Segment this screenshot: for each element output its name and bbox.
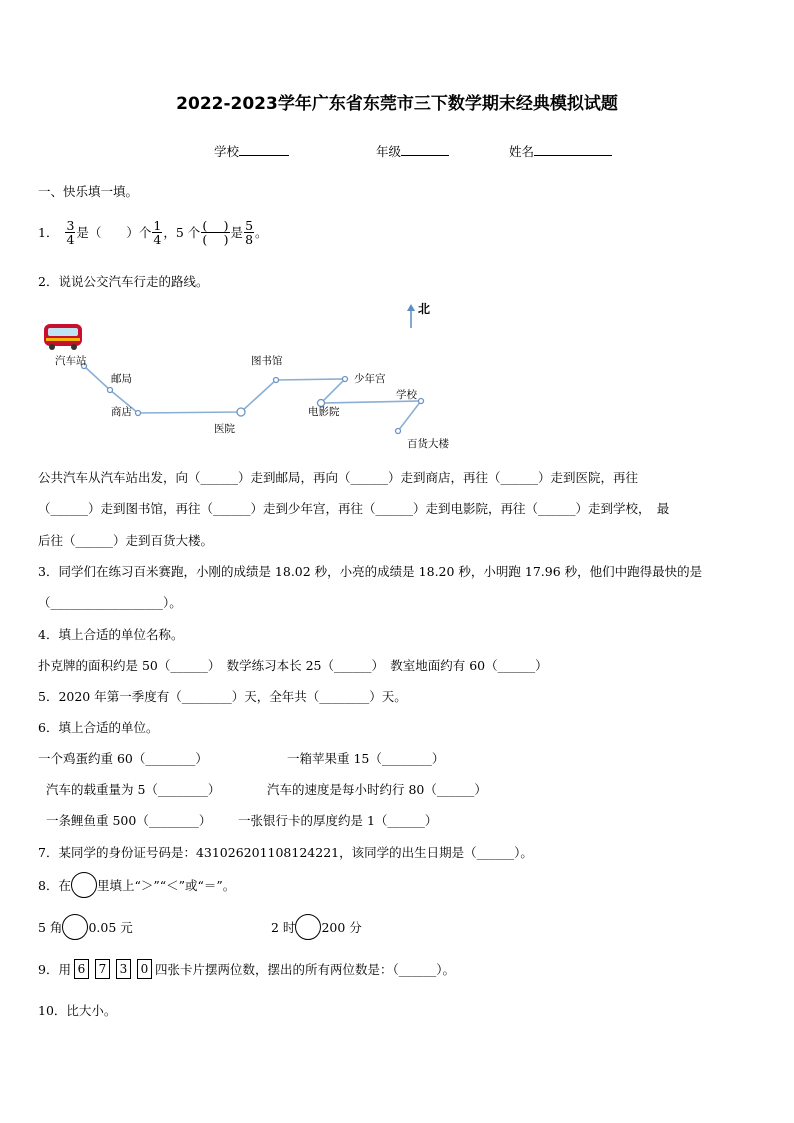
q1-text-4: 。	[255, 225, 268, 240]
question-6: 6．填上合适的单位。	[38, 720, 159, 735]
fraction-3-4: $\frac{3}{4}$	[66, 217, 75, 247]
map-label-library: 图书馆	[251, 355, 283, 367]
north-label: 北	[418, 302, 431, 316]
q8-item-b	[271, 914, 362, 940]
question-2: 2．说说公交汽车行走的路线。	[38, 274, 209, 289]
fraction-5-8: $\frac{5}{8}$	[245, 217, 254, 247]
q6-item-d: 汽车的速度是每小时约行 80（______）	[267, 782, 487, 797]
grade-label: 年级	[376, 144, 402, 159]
page-title: 2022-2023学年广东省东莞市三下数学期末经典模拟试题	[176, 94, 618, 114]
school-blank[interactable]	[239, 142, 289, 156]
fraction-1-4: $\frac{1}{4}$	[153, 217, 162, 247]
map-label-shop: 商店	[111, 406, 132, 418]
q8-b-right: 200 分	[321, 920, 362, 935]
q8-a-left: 5 角	[38, 920, 63, 935]
q6-item-a: 一个鸡蛋约重 60（________）	[38, 751, 208, 766]
question-4-line: 扑克牌的面积约是 50（______） 数学练习本长 25（______） 教室地面约有 60（______）	[38, 658, 548, 673]
compare-circle-a[interactable]	[62, 914, 88, 940]
q8-pre: 8．在	[38, 878, 71, 893]
map-label-youth-palace: 少年宫	[354, 373, 386, 385]
q6-item-e: 一条鲤鱼重 500（________）	[46, 813, 212, 828]
q8-post: 里填上“＞”“＜”或“＝”。	[96, 878, 236, 893]
map-label-post-office: 邮局	[111, 373, 132, 385]
number-card: 0	[137, 959, 152, 979]
q6-item-c: 汽车的载重量为 5（________）	[46, 782, 221, 797]
map-label-department-store: 百货大楼	[407, 438, 449, 450]
grade-field	[376, 142, 449, 160]
grade-blank[interactable]	[401, 142, 449, 156]
q8-item-a	[38, 914, 133, 940]
compare-circle-icon	[71, 872, 97, 898]
number-card: 7	[95, 959, 110, 979]
q2-line-1: 公共汽车从汽车站出发，向（______）走到邮局，再向（______）走到商店，再往（______）走到医院，再往	[38, 470, 639, 485]
bus-icon	[44, 324, 82, 350]
bus-route-map	[38, 298, 478, 458]
q2-line-2: （______）走到图书馆，再往（______）走到少年宫，再往（______）走到电影院，再往（______）走到学校， 最	[38, 501, 670, 516]
name-label: 姓名	[509, 144, 535, 159]
q2-line-3: 后往（______）走到百货大楼。	[38, 533, 214, 548]
compare-circle-b[interactable]	[295, 914, 321, 940]
name-blank[interactable]	[534, 142, 612, 156]
question-3-line-1: 3．同学们在练习百米赛跑，小刚的成绩是 18.02 秒，小亮的成绩是 18.20 秒，小明跑 17.96 秒，他们中跑得最快的是	[38, 564, 703, 579]
question-3-line-2: （__________________）。	[38, 595, 182, 610]
question-4: 4．填上合适的单位名称。	[38, 627, 184, 642]
school-label: 学校	[214, 144, 240, 159]
q1-text-3: 是	[230, 225, 244, 240]
q1-text-1: 是（ ）个	[76, 225, 152, 240]
number-card: 3	[116, 959, 131, 979]
q9-pre: 9．用	[38, 962, 71, 977]
question-8	[38, 872, 235, 898]
q6-item-f: 一张银行卡的厚度约是 1（______）	[238, 813, 438, 828]
q8-a-right: 0.05 元	[88, 920, 133, 935]
fraction-blank[interactable]: $\frac{( )}{( )}$	[202, 217, 229, 247]
north-arrow-icon	[407, 304, 415, 328]
q1-text-2: ，5 个	[163, 225, 201, 240]
q6-item-b: 一箱苹果重 15（________）	[287, 751, 445, 766]
question-1	[38, 212, 268, 252]
question-9	[38, 959, 455, 979]
school-field	[214, 142, 289, 160]
question-7: 7．某同学的身份证号码是：431026201108124221，该同学的出生日期是（______）。	[38, 845, 533, 860]
question-5: 5．2020 年第一季度有（________）天，全年共（________）天。	[38, 689, 407, 704]
map-label-hospital: 医院	[214, 423, 235, 435]
q1-number: 1．	[38, 225, 59, 240]
q8-b-left: 2 时	[271, 920, 296, 935]
number-card: 6	[74, 959, 89, 979]
name-field	[509, 142, 612, 160]
map-label-bus-station: 汽车站	[55, 355, 87, 367]
map-label-school: 学校	[396, 389, 417, 401]
map-label-cinema: 电影院	[308, 406, 340, 418]
question-10: 10．比大小。	[38, 1003, 117, 1018]
section-heading: 一、快乐填一填。	[38, 184, 139, 199]
q9-post: 四张卡片摆两位数，摆出的所有两位数是：（______）。	[154, 962, 455, 977]
